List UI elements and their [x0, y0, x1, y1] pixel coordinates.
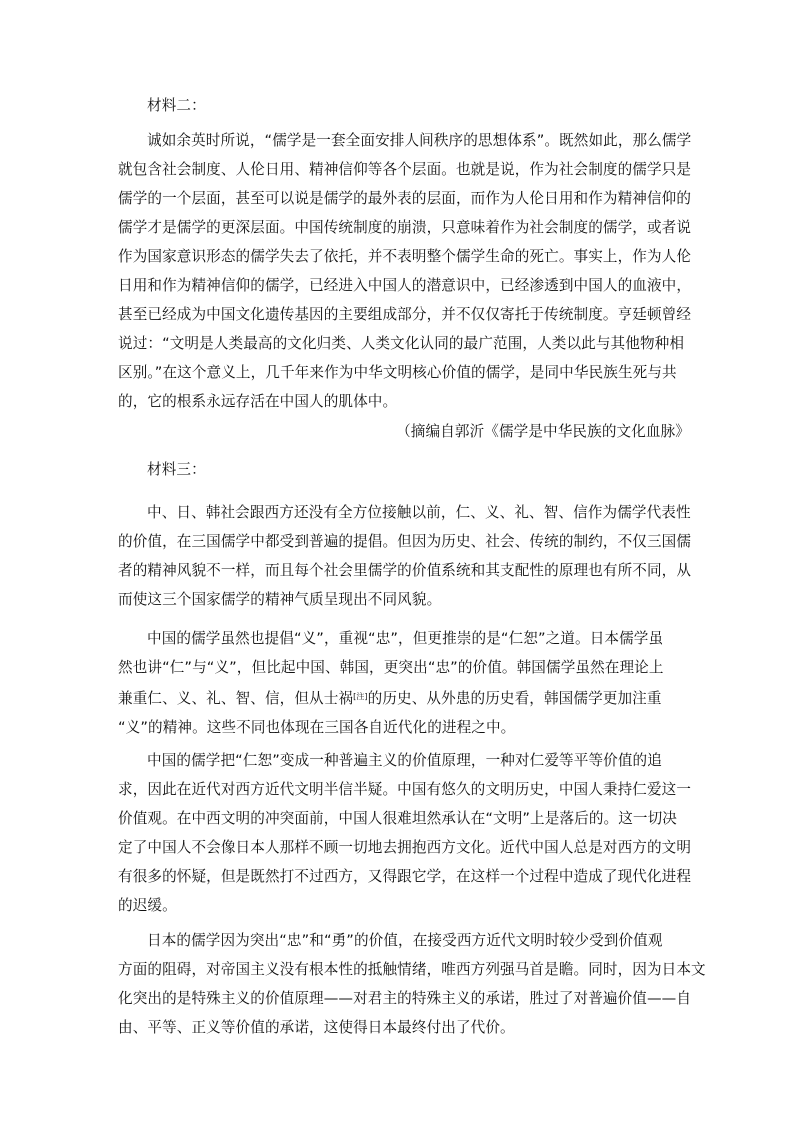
text-segment: 兼重仁、义、礼、智、信，但从士祸 — [118, 690, 354, 707]
text-line: 日本的儒学因为突出“忠”和“勇”的价值，在接受西方近代文明时较少受到价值观 — [147, 932, 663, 949]
text-line: “义”的精神。这些不同也体现在三国各自近代化的进程之中。 — [118, 719, 516, 736]
section3-paragraph-4 — [118, 926, 706, 1042]
section2-paragraph — [118, 126, 692, 416]
text-line: 方面的阻碍，对帝国主义没有根本性的抵触情绪，唯西方列强马首是瞻。同时，因为日本文 — [118, 961, 706, 978]
text-line: 价值观。在中西文明的冲突面前，中国人很难坦然承认在“文明”上是落后的。这一切决 — [118, 810, 677, 827]
text-line: 就包含社会制度、人伦日用、精神信仰等各个层面。也就是说，作为社会制度的儒学只是 — [118, 161, 692, 178]
text-line: 而使这三个国家儒学的精神气质呈现出不同风貌。 — [118, 591, 442, 608]
text-segment: 的历史、从外患的历史看，韩国儒学更加注重 — [367, 690, 662, 707]
text-line: 儒学才是儒学的更深层面。中国传统制度的崩溃，只意味着作为社会制度的儒学，或者说 — [118, 219, 692, 236]
text-line: 说过：“文明是人类最高的文化归类、人类文化认同的最广范围，人类以此与其他物种相 — [118, 335, 685, 352]
text-line: 诚如余英时所说，“儒学是一套全面安排人间秩序的思想体系”。既然如此，那么儒学 — [147, 132, 692, 149]
footnote-marker: [注] — [353, 692, 368, 701]
text-line: 儒学的一个层面，甚至可以说是儒学的最外表的层面，而作为人伦日用和作为精神信仰的 — [118, 190, 692, 207]
section3-heading: 材料三： — [147, 461, 206, 478]
text-line: 区别。”在这个意义上，几千年来作为中华文明核心价值的儒学，是同中华民族生死与共 — [118, 364, 677, 381]
section3-paragraph-2 — [118, 624, 674, 742]
text-line: 日用和作为精神信仰的儒学，已经进入中国人的潜意识中，已经渗透到中国人的血液中， — [118, 277, 692, 294]
text-line: 中国的儒学虽然也提倡“义”，重视“忠”，但更推崇的是“仁恕”之道。日本儒学虽 — [147, 630, 664, 647]
text-line: 然也讲“仁”与“义”，但比起中国、韩国，更突出“忠”的价值。韩国儒学虽然在理论上 — [118, 659, 664, 676]
section2-heading: 材料二： — [147, 97, 206, 114]
text-line: 的价值，在三国儒学中都受到普遍的提倡。但因为历史、社会、传统的制约，不仅三国儒 — [118, 533, 692, 550]
source-citation: （摘编自郭沂《儒学是中华民族的文化血脉》 — [396, 423, 690, 440]
text-line: 求，因此在近代对西方近代文明半信半疑。中国有悠久的文明历史，中国人秉持仁爱这一 — [118, 781, 692, 798]
text-line: 者的精神风貌不一样，而且每个社会里儒学的价值系统和其支配性的原理也有所不同，从 — [118, 562, 692, 579]
text-line: 作为国家意识形态的儒学失去了依托，并不表明整个儒学生命的死亡。事实上，作为人伦 — [118, 248, 692, 265]
text-line: 由、平等、正义等价值的承诺，这使得日本最终付出了代价。 — [118, 1019, 515, 1036]
section3-paragraph-3 — [118, 746, 692, 920]
text-line: 有很多的怀疑，但是既然打不过西方，又得跟它学，在这样一个过程中造成了现代化进程 — [118, 868, 692, 885]
text-line: 的，它的根系永远存活在中国人的肌体中。 — [118, 393, 398, 410]
text-line: 中、日、韩社会跟西方还没有全方位接触以前，仁、义、礼、智、信作为儒学代表性 — [147, 504, 691, 521]
text-line — [118, 682, 674, 713]
text-line: 甚至已经成为中国文化遗传基因的主要组成部分，并不仅仅寄托于传统制度。亨廷顿曾经 — [118, 306, 692, 323]
section3-paragraph-1 — [118, 498, 692, 614]
text-line: 中国的儒学把“仁恕”变成一种普遍主义的价值原理，一种对仁爱等平等价值的追 — [147, 752, 662, 769]
text-line: 的迟缓。 — [118, 897, 177, 914]
text-line: 定了中国人不会像日本人那样不顾一切地去拥抱西方文化。近代中国人总是对西方的文明 — [118, 839, 692, 856]
text-line: 化突出的是特殊主义的价值原理——对君主的特殊主义的承诺，胜过了对普遍价值——自 — [118, 990, 692, 1007]
